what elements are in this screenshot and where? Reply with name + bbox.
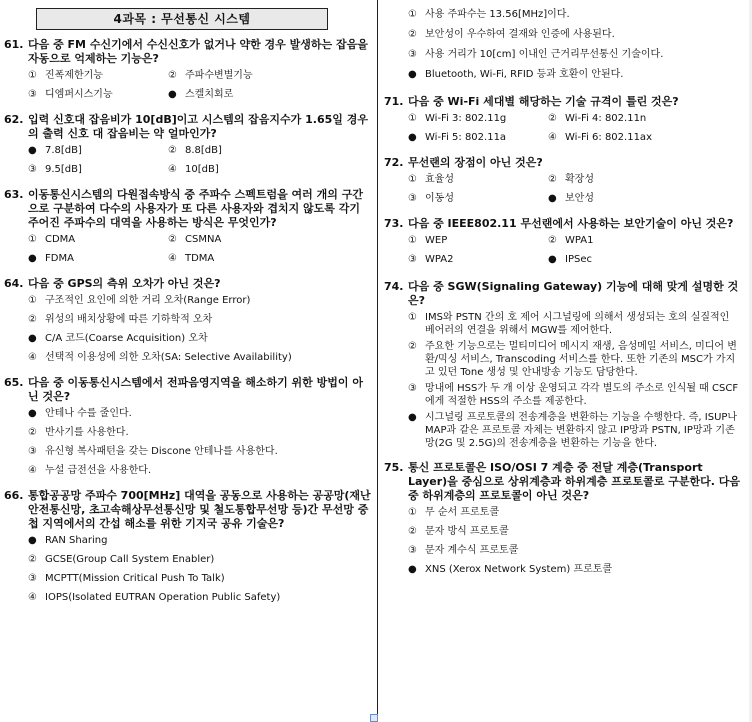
option-text: XNS (Xerox Network System) 프로토콜: [425, 564, 613, 575]
question-text: 통합공공망 주파수 700[MHz] 대역을 공동으로 사용하는 공공망(재난안전통신망, 초고속해상무선통신망 및 철도통합무선망 등)간 무선망 중첩 지역에서의 간섭 해소를 위한 기지국 공유 기술은?: [28, 489, 371, 530]
question-text: 통신 프로토콜은 ISO/OSI 7 계층 중 전달 계층(Transport Layer)을 중심으로 상위계층과 하위계층 프로토콜로 구분한다. 다음 중 하위계층의 프로토콜이 아닌 것은?: [408, 461, 740, 502]
option-text: 선택적 이용성에 의한 오차(SA: Selective Availability): [45, 352, 292, 363]
option-text: 무 순서 프로토콜: [425, 507, 499, 518]
continued-options: [408, 5, 742, 85]
answer-option: [408, 522, 742, 541]
question-item: [384, 461, 742, 579]
answer-option: [28, 310, 372, 329]
option-marker: ①: [408, 113, 417, 124]
option-marker: ③: [408, 545, 417, 556]
option-marker: ●: [28, 535, 37, 546]
answer-option: [28, 329, 372, 348]
option-marker: ④: [28, 465, 37, 476]
option-marker: ①: [408, 235, 417, 246]
option-marker: ①: [28, 295, 37, 306]
option-text: FDMA: [45, 253, 74, 264]
option-text: 이동성: [425, 193, 454, 204]
question-number: 63.: [4, 188, 24, 201]
answer-option: [408, 5, 742, 25]
answer-option: [28, 66, 168, 85]
question-text: 다음 중 FM 수신기에서 수신신호가 없거나 약한 경우 발생하는 잡음을 자동으로 억제하는 기능은?: [28, 38, 368, 65]
option-text: 시그널링 프로토콜의 전송계층을 변환하는 기능을 수행한다. 즉, ISUP나 MAP과 같은 프로토콜 자체는 변환하지 않고 IP망과 PSTN, IP망과 기존망(2G 및 2.5G)의 전송계층을 변환하는 기능을 한다.: [425, 412, 738, 449]
option-text: 확장성: [565, 174, 594, 185]
option-marker: ●: [548, 193, 557, 204]
option-text: 문자 계수식 프로토콜: [425, 545, 519, 556]
option-text: Wi-Fi 3: 802.11g: [425, 113, 507, 124]
option-text: Wi-Fi 6: 802.11ax: [565, 132, 652, 143]
question-text: 다음 중 GPS의 측위 오차가 아닌 것은?: [28, 277, 221, 290]
options-group: [408, 503, 742, 579]
option-marker: ④: [168, 164, 177, 175]
answer-option: [548, 250, 688, 269]
option-marker: ●: [28, 253, 37, 264]
option-text: CDMA: [45, 234, 76, 245]
answer-option: [28, 291, 372, 310]
answer-option: [408, 231, 548, 250]
answer-option: [168, 66, 308, 85]
option-text: 10[dB]: [185, 164, 219, 175]
answer-option: [408, 128, 548, 147]
option-text: Bluetooth, Wi-Fi, RFID 등과 호환이 안된다.: [425, 69, 624, 80]
answer-option: [28, 249, 168, 268]
option-text: WEP: [425, 235, 448, 246]
question-text: 다음 중 Wi-Fi 세대별 해당하는 기술 규격이 틀린 것은?: [408, 95, 679, 108]
answer-option: [408, 170, 548, 189]
question-stem: [4, 188, 372, 230]
option-text: TDMA: [185, 253, 215, 264]
option-marker: ③: [28, 164, 37, 175]
options-group: [28, 404, 372, 480]
answer-option: [408, 65, 742, 85]
option-marker: ④: [168, 253, 177, 264]
option-text: IMS와 PSTN 간의 호 제어 시그널링에 의해서 생성되는 호의 실질적인 베어러의 연결을 위해서 MGW를 제어한다.: [425, 312, 730, 336]
option-text: WPA2: [425, 254, 454, 265]
question-item: [384, 280, 742, 450]
question-number: 75.: [384, 461, 404, 474]
question-item: [4, 38, 372, 104]
option-marker: ②: [408, 526, 417, 537]
option-marker: ②: [28, 427, 37, 438]
option-marker: ③: [28, 89, 37, 100]
answer-option: [548, 189, 688, 208]
question-stem: [384, 217, 742, 231]
option-marker: ④: [548, 132, 557, 143]
answer-option: [408, 250, 548, 269]
option-row: [408, 170, 742, 189]
option-marker: ①: [28, 234, 37, 245]
answer-option: [548, 109, 688, 128]
option-text: Wi-Fi 4: 802.11n: [565, 113, 647, 124]
answer-option: [28, 85, 168, 104]
option-text: GCSE(Group Call System Enabler): [45, 554, 215, 565]
options-group: [28, 291, 372, 367]
option-text: 8.8[dB]: [185, 145, 222, 156]
options-group: [408, 231, 742, 269]
option-text: 주파수변별기능: [185, 70, 253, 81]
question-stem: [4, 376, 372, 404]
answer-option: [408, 340, 742, 379]
question-item: [4, 489, 372, 607]
option-row: [408, 250, 742, 269]
answer-option: [168, 249, 308, 268]
options-group: [28, 531, 372, 607]
options-group: [28, 230, 372, 268]
option-text: 반사기를 사용한다.: [45, 427, 129, 438]
option-text: 보안성이 우수하여 결재와 인증에 사용된다.: [425, 29, 615, 40]
answer-option: [548, 231, 688, 250]
answer-option: [548, 170, 688, 189]
option-text: WPA1: [565, 235, 594, 246]
option-text: IOPS(Isolated EUTRAN Operation Public Safety): [45, 592, 281, 603]
answer-option: [408, 311, 742, 337]
option-text: 망내에 HSS가 두 개 이상 운영되고 각각 별도의 주소로 인식될 때 CSCF에게 적절한 HSS의 주소를 제공한다.: [425, 383, 739, 407]
answer-option: [28, 404, 372, 423]
answer-option: [28, 588, 372, 607]
question-number: 61.: [4, 38, 24, 51]
question-number: 62.: [4, 113, 24, 126]
question-item: [4, 277, 372, 367]
option-marker: ④: [28, 592, 37, 603]
question-number: 66.: [4, 489, 24, 502]
option-row: [28, 160, 372, 179]
answer-option: [408, 109, 548, 128]
option-marker: ②: [28, 314, 37, 325]
option-marker: ●: [408, 564, 417, 575]
answer-option: [168, 141, 308, 160]
option-row: [28, 230, 372, 249]
option-marker: ③: [28, 573, 37, 584]
option-marker: ①: [408, 312, 417, 323]
option-text: 사용 거리가 10[cm] 이내인 근거리무선통신 기술이다.: [425, 49, 664, 60]
option-marker: ③: [408, 383, 417, 394]
option-marker: ③: [28, 446, 37, 457]
option-row: [28, 249, 372, 268]
option-marker: ●: [408, 132, 417, 143]
options-group: [408, 109, 742, 147]
answer-option: [168, 85, 308, 104]
option-text: 위성의 배치상황에 따른 기하학적 오차: [45, 314, 213, 325]
option-row: [28, 66, 372, 85]
answer-option: [408, 541, 742, 560]
option-marker: ●: [28, 145, 37, 156]
answer-option: [408, 189, 548, 208]
question-item: [384, 95, 742, 147]
answer-option: [548, 128, 688, 147]
option-marker: ●: [168, 89, 177, 100]
option-marker: ●: [408, 69, 417, 80]
question-text: 다음 중 이동통신시스템에서 전파음영지역을 해소하기 위한 방법이 아닌 것은?: [28, 376, 363, 403]
option-text: 효율성: [425, 174, 454, 185]
answer-option: [28, 160, 168, 179]
option-text: 9.5[dB]: [45, 164, 82, 175]
option-marker: ●: [548, 254, 557, 265]
option-text: C/A 코드(Coarse Acquisition) 오차: [45, 333, 208, 344]
answer-option: [408, 503, 742, 522]
option-marker: ③: [408, 254, 417, 265]
answer-option: [28, 230, 168, 249]
question-stem: [384, 280, 742, 308]
answer-option: [168, 230, 308, 249]
option-text: 주요한 기능으로는 멀티미디어 메시지 재생, 음성메일 서비스, 미디어 변환/믹싱 서비스, Transcoding 서비스를 한다. 또한 기존의 MSC가 가지고 있던 Tone 생성 및 안내방송 기능도 담당한다.: [425, 341, 737, 378]
option-marker: ②: [548, 174, 557, 185]
option-marker: ④: [28, 352, 37, 363]
option-marker: ②: [548, 235, 557, 246]
option-marker: ②: [28, 554, 37, 565]
answer-option: [28, 531, 372, 550]
question-stem: [4, 113, 372, 141]
option-marker: ●: [28, 333, 37, 344]
question-stem: [4, 277, 372, 291]
option-text: 사용 주파수는 13.56[MHz]이다.: [425, 9, 570, 20]
question-stem: [384, 156, 742, 170]
question-stem: [384, 95, 742, 109]
option-text: 유신형 복사패턴을 갖는 Discone 안테나를 사용한다.: [45, 446, 278, 457]
option-row: [28, 85, 372, 104]
question-item: [384, 156, 742, 208]
option-marker: ③: [408, 49, 417, 60]
answer-option: [28, 141, 168, 160]
question-number: 73.: [384, 217, 404, 230]
answer-option: [28, 348, 372, 367]
option-text: 디엠퍼시스기능: [45, 89, 113, 100]
question-stem: [4, 38, 372, 66]
right-column: [384, 0, 746, 579]
section-title: 4과목 : 무선통신 시스템: [36, 8, 328, 30]
option-marker: ②: [168, 234, 177, 245]
question-text: 입력 신호대 잡음비가 10[dB]이고 시스템의 잡음지수가 1.65일 경우의 출력 신호 대 잡음비는 약 얼마인가?: [28, 113, 368, 140]
answer-option: [28, 461, 372, 480]
question-number: 72.: [384, 156, 404, 169]
answer-option: [408, 25, 742, 45]
option-text: 구조적인 요인에 의한 거리 오차(Range Error): [45, 295, 251, 306]
column-divider: [377, 0, 378, 722]
answer-option: [28, 442, 372, 461]
option-marker: ①: [408, 174, 417, 185]
option-text: IPSec: [565, 254, 592, 265]
options-group: [28, 66, 372, 104]
question-number: 74.: [384, 280, 404, 293]
options-group: [408, 170, 742, 208]
option-text: CSMNA: [185, 234, 222, 245]
option-marker: ①: [408, 9, 417, 20]
answer-option: [408, 411, 742, 450]
option-text: 7.8[dB]: [45, 145, 82, 156]
option-marker: ②: [408, 29, 417, 40]
option-row: [408, 128, 742, 147]
option-row: [408, 231, 742, 250]
question-text: 다음 중 SGW(Signaling Gateway) 기능에 대해 맞게 설명한 것은?: [408, 280, 739, 307]
answer-option: [28, 550, 372, 569]
answer-option: [408, 382, 742, 408]
option-text: 문자 방식 프로토콜: [425, 526, 509, 537]
question-text: 무선랜의 장점이 아닌 것은?: [408, 156, 543, 169]
question-number: 65.: [4, 376, 24, 389]
answer-option: [28, 569, 372, 588]
page-marker-icon: [370, 714, 378, 722]
question-item: [384, 217, 742, 269]
question-text: 다음 중 IEEE802.11 무선랜에서 사용하는 보안기술이 아닌 것은?: [408, 217, 734, 230]
option-marker: ●: [408, 412, 417, 423]
answer-option: [408, 560, 742, 579]
option-text: RAN Sharing: [45, 535, 108, 546]
question-number: 71.: [384, 95, 404, 108]
answer-option: [408, 45, 742, 65]
question-stem: [384, 461, 742, 503]
options-group: [28, 141, 372, 179]
option-marker: ●: [28, 408, 37, 419]
option-row: [408, 189, 742, 208]
question-number: 64.: [4, 277, 24, 290]
option-text: 스켈치회로: [185, 89, 234, 100]
question-item: [4, 188, 372, 268]
option-row: [408, 109, 742, 128]
option-marker: ①: [28, 70, 37, 81]
question-stem: [4, 489, 372, 531]
option-marker: ②: [168, 145, 177, 156]
option-row: [28, 141, 372, 160]
left-column: [0, 0, 372, 607]
option-text: Wi-Fi 5: 802.11a: [425, 132, 507, 143]
options-group: [408, 311, 742, 450]
question-item: [4, 113, 372, 179]
option-marker: ②: [408, 341, 417, 352]
option-marker: ②: [168, 70, 177, 81]
option-text: MCPTT(Mission Critical Push To Talk): [45, 573, 225, 584]
answer-option: [168, 160, 308, 179]
option-text: 보안성: [565, 193, 594, 204]
option-marker: ③: [408, 193, 417, 204]
right-question-list: [384, 95, 742, 579]
question-item: [4, 376, 372, 480]
option-text: 안테나 수를 줄인다.: [45, 408, 132, 419]
answer-option: [28, 423, 372, 442]
option-text: 진폭제한기능: [45, 70, 103, 81]
left-question-list: [4, 38, 372, 607]
option-marker: ②: [548, 113, 557, 124]
question-text: 이동통신시스템의 다원접속방식 중 주파수 스펙트럼을 여러 개의 구간으로 구분하여 다수의 사용자가 또 다른 사용자와 겹치지 않도록 각기 주어진 주파수의 대역을 사용하는 방식은 무엇인가?: [28, 188, 363, 229]
option-marker: ①: [408, 507, 417, 518]
option-text: 누설 급전선을 사용한다.: [45, 465, 152, 476]
